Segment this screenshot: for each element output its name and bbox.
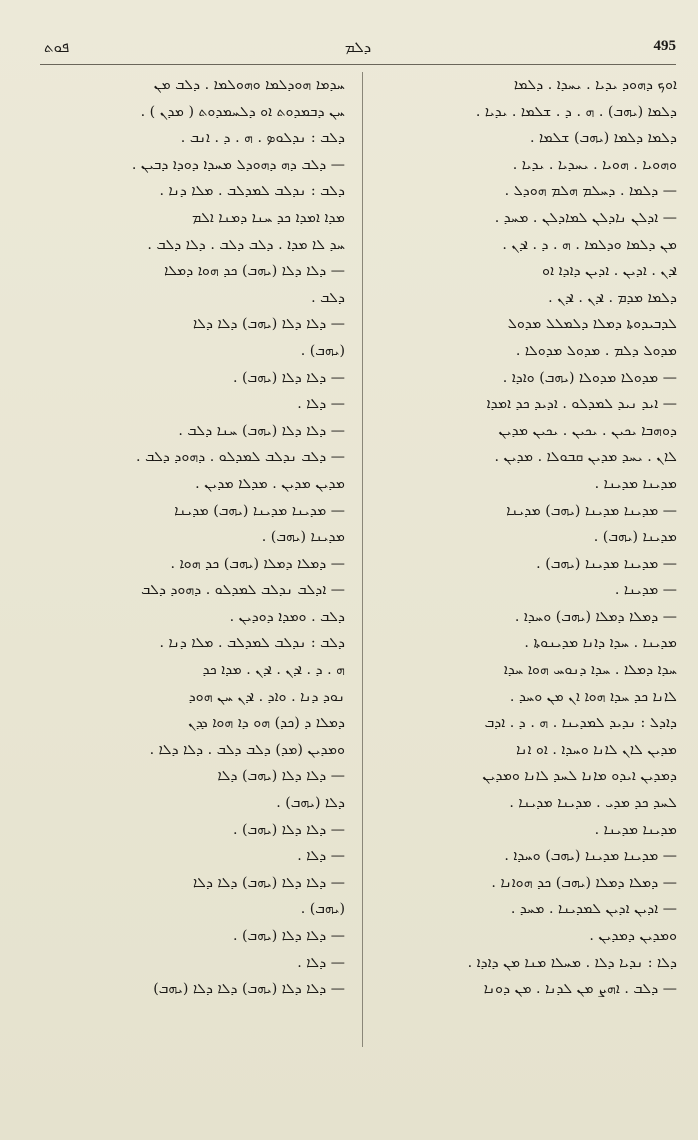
dictionary-line: ܘܡܕܝܢ ܕܡܕܝܢ . bbox=[589, 928, 677, 944]
dictionary-line: — ܕܠܐ ܕܠܐ (ܝܗܒ) ܕܠܐ bbox=[217, 768, 345, 785]
dictionary-line: — ܡܕܝܢܐ ܡܕܝܢܐ (ܝܗܒ) . bbox=[536, 555, 677, 572]
dictionary-line: — ܕܠܐ ܕܠܐ (ܝܗܒ) ܕܠܐ ܕܠܐ bbox=[192, 316, 345, 333]
dictionary-line: — ܡܕܝܢܐ . bbox=[614, 582, 677, 599]
dictionary-line: — ܕܡܠܐ ܕܡܠܐ (ܝܗܒ) ܟܕ ܗܘܐ . bbox=[170, 555, 345, 572]
dictionary-line: ܕܡܕܝܢ ܐܝܕܘ ܡܐܢܐ ܠܚܕ ܠܐܢܐ ܘܡܕܝܢ bbox=[482, 768, 677, 785]
dictionary-line: ܡܕܐ ܐܡܕܐ ܟܕ ܚܢܐ ܕܡܢܐ ܐܠܡ bbox=[192, 209, 345, 226]
dictionary-line: ܡܕܝܢܐ (ܝܗܒ) . bbox=[593, 529, 677, 546]
dictionary-line: — ܕܠܐ ܕܠܐ (ܝܗܒ) . bbox=[232, 821, 345, 838]
dictionary-line: — ܕܠܐ ܕܠܐ (ܝܗܒ) ܕܠܐ ܕܠܐ (ܝܗܒ) bbox=[153, 981, 345, 998]
left-column bbox=[48, 72, 345, 1003]
dictionary-line: — ܐܕܝܢ ܐܕܝܢ ܠܡܕܝܢܐ . ܡܚܕ . bbox=[510, 901, 677, 918]
dictionary-line: — ܕܠܐ . bbox=[297, 396, 345, 413]
dictionary-line: ܚܕ ܠܐ ܡܕܐ . ܕܠܒ ܕܠܒ . ܕܠܐ ܕܠܒ . bbox=[147, 236, 345, 253]
dictionary-line: ܐܘܟ ܕܗܘܕ ܝܕܝܐ . ܝܚܕܐ . ܕܠܡܐ bbox=[513, 77, 677, 93]
dictionary-line: ܗ . ܕ . ܐܕܢ . ܐܕܢ . ܡܕܐ ܟܕ bbox=[202, 662, 345, 679]
dictionary-line: ܡܢ ܕܠܡܐ ܘܕܠܡܐ . ܗ . ܕ . ܐܕܢ . bbox=[502, 236, 677, 253]
dictionary-line: ܕܐܕܠ : ܢܕܝܕ ܠܡܕܝܢܐ . ܗ . ܕ . ܐܕܒ bbox=[484, 715, 677, 732]
dictionary-line: ܚܕܡܐ ܗܘܕܠܡܐ ܘܗܘܠܡܐ . ܕܠܒ ܡܢ bbox=[153, 77, 345, 93]
dictionary-line: ܡܕܝܢܐ ܡܕܝܢܐ . bbox=[594, 475, 677, 492]
dictionary-line: ܕܘܗܒܐ ܝܟܝܢ . ܝܟܝܢ . ܝܟܝܢ ܡܕܝܢ bbox=[498, 422, 677, 439]
dictionary-line: ܡܕܝܢ ܠܐܢ ܠܐܢܐ ܘܚܕܐ . ܐܘ ܐܢܐ bbox=[516, 741, 677, 758]
dictionary-line: ܡܕܝܢܐ (ܝܗܒ) . bbox=[261, 529, 345, 546]
header-center-word: ܕܠܡ bbox=[344, 38, 372, 56]
dictionary-line: ܕܠܒ : ܢܕܠܒ ܠܡܕܠܒ . ܡܠܐ ܕܢܐ . bbox=[159, 183, 345, 200]
dictionary-line: — ܕܠܐ ܕܠܐ (ܝܗܒ) ܕܠܐ ܕܠܐ bbox=[192, 874, 345, 891]
dictionary-line: — ܕܡܠܐ ܕܡܠܐ (ܝܗܒ) ܘܚܕܐ . bbox=[514, 608, 677, 625]
dictionary-line: ܕܠܐ (ܝܗܒ) . bbox=[276, 795, 345, 812]
dictionary-line: — ܕܠܒ ܕܗ ܕܗܘܕܠ ܡܚܕܐ ܕܘܕܐ ܕܒܝܢ . bbox=[131, 156, 345, 173]
dictionary-line: — ܡܕܝܢܐ ܡܕܝܢܐ (ܝܗܒ) ܘܚܕܐ . bbox=[504, 848, 677, 865]
dictionary-line: ܘܡܕܝܢ (ܡܕ) ܕܠܒ ܕܠܒ . ܕܠܐ ܕܠܐ . bbox=[149, 741, 345, 758]
dictionary-line: ܕܠܒ : ܢܕܠܘܤ . ܗ . ܕ . ܐܢܒ . bbox=[180, 130, 345, 147]
dictionary-line: ܠܕܒܝܕܘܬܐ ܕܡܠܐ ܕܠܡܠܠ ܡܕܘܠ bbox=[507, 316, 677, 333]
dictionary-line: — ܕܠܐ . bbox=[297, 954, 345, 971]
dictionary-line: (ܝܗܒ) . bbox=[300, 342, 345, 359]
dictionary-line: — ܐܕܠܢ ܢܐܕܠܢ ܠܡܐܕܠܢ . ܡܚܕ . bbox=[494, 209, 677, 226]
dictionary-line: ܕܠܡܐ (ܝܗܒ) . ܗ . ܕ . ܫܠܡܐ . ܝܕܝܐ . bbox=[475, 103, 677, 120]
dictionary-line: — ܡܕܝܢܐ ܡܕܝܢܐ (ܝܗܒ) ܡܕܝܢܐ bbox=[506, 502, 677, 519]
dictionary-line: ܢܘܕ ܕܢܐ . ܘܐܕ . ܐܕܢ ܚܢ ܗܘܕ bbox=[188, 688, 345, 705]
dictionary-line: ܕܠܒ : ܢܕܠܒ ܠܡܕܠܒ . ܡܠܐ ܕܢܐ . bbox=[159, 635, 345, 652]
dictionary-line: — ܕܠܐ ܕܠܐ (ܝܗܒ) ܟܕ ܗܘܐ ܕܡܠܐ bbox=[164, 263, 345, 280]
dictionary-line: (ܝܗܒ) . bbox=[300, 901, 345, 918]
dictionary-line: — ܕܠܡܐ . ܕܚܠܡ ܗܠܡ ܗܘܕܠ . bbox=[504, 183, 677, 200]
dictionary-line: ܚܢ ܕܒܡܕܘܬ ܐܘ ܕܠܚܡܕܘܬ ( ܡܕܢ ) . bbox=[140, 103, 345, 120]
dictionary-line: ܡܕܝܢܐ . ܚܕܐ ܕܐܢܐ ܡܕܝܢܘܬܐ . bbox=[524, 635, 677, 652]
dictionary-line: ܡܕܝܢ ܡܕܝܢ . ܡܕܠܐ ܡܕܝܢ . bbox=[195, 475, 345, 492]
dictionary-line: — ܐܕܠܒ ܢܕܠܒ ܠܡܕܠܘ . ܕܗܘܕ ܕܠܒ bbox=[141, 582, 345, 599]
dictionary-line: — ܐܝܕ ܢܝܕ ܠܡܕܠܘ . ܐܕܝܕ ܟܕ ܐܡܕܐ bbox=[486, 396, 677, 413]
header-rule bbox=[40, 64, 676, 65]
dictionary-line: — ܡܕܘܠܐ ܡܕܘܠܐ (ܝܗܒ) ܘܐܕܐ . bbox=[502, 369, 677, 386]
dictionary-line: — ܕܠܐ . bbox=[297, 848, 345, 865]
dictionary-line: ܕܠܡܐ ܡܕܡ . ܐܕܢ . ܐܕܢ . bbox=[548, 289, 677, 306]
dictionary-line: — ܡܕܝܢܐ ܡܕܝܢܐ (ܝܗܒ) ܡܕܝܢܐ bbox=[174, 502, 345, 519]
dictionary-line: ܕܠܒ . ܘܡܕܐ ܕܘܕܝܢ . bbox=[229, 608, 345, 625]
column-divider bbox=[362, 72, 363, 1047]
dictionary-line: — ܕܠܐ ܕܠܐ (ܝܗܒ) . bbox=[232, 928, 345, 944]
page-number: 495 bbox=[653, 38, 676, 54]
dictionary-line: ܕܠܒ . bbox=[311, 289, 345, 306]
dictionary-line: ܕܡܠܐ ܕ (ܟܕ) ܗܘ ܕܐ ܗܘܐ ܕܕܢ bbox=[188, 715, 345, 732]
dictionary-line: — ܕܠܐ ܕܠܐ (ܝܗܒ) . bbox=[232, 369, 345, 386]
dictionary-line: ܘܗܘܝܐ . ܗܘܝܐ . ܝܚܕܝܐ . ܝܕܝܐ . bbox=[512, 156, 677, 173]
dictionary-line: ܡܕܘܠ ܕܠܡ . ܡܕܘܠ ܡܕܘܠܐ . bbox=[515, 342, 677, 359]
dictionary-line: — ܕܠܐ ܕܠܐ (ܝܗܒ) ܚܢܐ ܕܠܒ . bbox=[178, 422, 345, 439]
dictionary-line: — ܕܡܠܐ ܕܡܠܐ (ܝܗܒ) ܟܕ ܗܘܐܢܐ . bbox=[491, 874, 677, 891]
dictionary-line: — ܕܠܒ ܢܕܠܒ ܠܡܕܠܘ . ܕܗܘܕ ܕܠܒ . bbox=[136, 449, 345, 466]
dictionary-line: ܡܕܝܢܐ ܡܕܝܢܐ . bbox=[594, 821, 677, 838]
running-header bbox=[40, 38, 676, 62]
dictionary-line: ܐܕܢ . ܐܕܝܢ . ܐܕܝܢ ܕܐܕܐ ܐܘ bbox=[542, 263, 677, 280]
dictionary-line: ܕܠܡܐ ܕܠܡܐ (ܝܗܒ) ܫܠܡܐ . bbox=[530, 130, 677, 147]
dictionary-line: ܠܐܢ . ܝܚܕ ܡܕܝܢ ܩܒܘܠܐ . ܡܕܝܢ . bbox=[494, 449, 677, 466]
dictionary-line: ܕܠܐ : ܢܕܝܐ ܕܠܐ . ܡܚܠܐ ܡܢܐ ܡܢ ܕܐܕܐ . bbox=[467, 954, 677, 971]
dictionary-line: ܠܐܢܐ ܟܕ ܚܕܐ ܗܘܐ ܐܢ ܡܢ ܘܚܕ . bbox=[509, 688, 677, 705]
dictionary-line: — ܕܠܒ . ܐܗܨ ܡܢ ܠܕܢܐ . ܡܢ ܕܘܢܐ bbox=[483, 981, 677, 998]
right-column bbox=[385, 72, 677, 1003]
dictionary-line: ܠܚܕ ܟܕ ܡܕܝ . ܡܕܝܢܐ ܡܕܝܢܐ . bbox=[509, 795, 677, 812]
header-left-word: ܦܘܬ bbox=[44, 38, 70, 56]
dictionary-line: ܚܕܐ ܕܡܠܐ . ܚܕܐ ܕܢܘܚ ܗܘܐ ܚܕܐ bbox=[503, 662, 677, 679]
